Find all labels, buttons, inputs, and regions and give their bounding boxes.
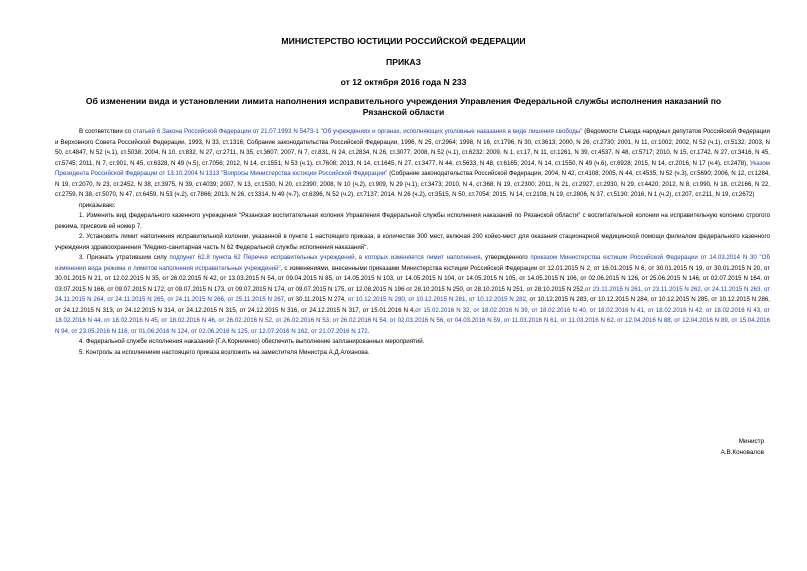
amendments-link-1[interactable]: от 23.11.2015 N 261, от 23.11.2015 N 262, от 24.11.2015 N 263, от 24.11.2015 N 264, от 24.11.2015 N 265, от 24.11.2015 N 266, от 25.11.2015 N 267 xyxy=(55,285,770,303)
document-body xyxy=(55,127,770,358)
amendments-link-3[interactable]: от 15.02.2016 N 32, от 18.02.2016 N 39, от 18.02.2016 N 40, от 18.02.2016 N 41, от 18.02.2016 N 42, от 18.02.2016 N 43, от 18.02.2016 N 44, от 18.02.2016 N 45, от 18.02.2016 N 46, от 26.02.2016 N 52, от 26.02.2016 N 53, от 26.02.2016 N 54, от 02.03.2016 N 56, от 04.03.2016 N 59, от 11.03.2016 N 61, от 11.03.2016 N 62, от 12.04.2016 N 88, от 12.04.2016 N 89, от 15.04.2016 N 94, от 23.05.2016 N 116, от 01.06.2016 N 124, от 02.06.2016 N 125, от 12.07.2016 N 162, от 21.07.2016 N 172 xyxy=(55,306,770,335)
item-2: 2. Установить лимит наполнения исправительной колонии, указанной в пункте 1 настоящего приказа, в количестве 300 мест, включая 200 койко-мест для оказания стационарной медицинской помощи филиалом федерального казенного учреждения здравоохранения "Медико-санитарная часть N 62 Федеральной службы исполнения наказаний". xyxy=(55,233,770,251)
signature-name: А.В.Коновалов xyxy=(720,448,764,456)
signature-block xyxy=(721,437,764,458)
item-3-text-f: . xyxy=(367,327,370,335)
law-link[interactable]: статьей 6 Закона Российской Федерации от 21.07.1993 N 5473-1 "Об учреждениях и органах, исполняющих уголовные наказания в виде лишения свободы" xyxy=(133,128,583,135)
doc-type-heading: ПРИКАЗ xyxy=(386,57,421,67)
decree-link[interactable]: Указом Президента Российской Федерации от 13.10.2004 N 1313 "Вопросы Министерства юстиции Российской Федерации" xyxy=(55,159,770,177)
date-number-heading: от 12 октября 2016 года N 233 xyxy=(340,77,467,87)
preamble-paragraph xyxy=(55,127,770,201)
amendments-link-2[interactable]: от 10.12.2015 N 280, от 10.12.2015 N 281, от 10.12.2015 N 282 xyxy=(347,296,526,303)
preamble-text-3: (Собрание законодательства Российской Федерации, 2004, N 42, ст.4108; 2005, N 44, ст.4535, N 52 (ч.3), ст.5690; 2006, N 12, ст.1284, N 19, ст.2070, N 23, ст.2452, N 38, ст.3975, N 39, ст.4039; 2007, N 13, ст.1530, N 20, ст.2390; 2008, N 10 (ч.2), ст.909, N 29 (ч.1), ст.3473; 2010, N 4, ст.368, N 19, ст.2300; 2011, N 21, ст.2927, ст.2930, N 29, ст.4420; 2012, N 8, ст.990, N 18, ст.2166, N 22, ст.2759, N 38, ст.5070, N 47, ст.6459, N 53 (ч.2), ст.7866; 2013, N 26, ст.3314, N 49 (ч.7), ст.6396, N 52 (ч.2), ст.7137; 2014, N 26 (ч.2), ст.3515, N 50, ст.7054; 2015, N 14, ст.2108, N 19, ст.2806, N 37, ст.5130; 2016, N 1 (ч.2), ст.207, ст.211, N 19, ст.2672) xyxy=(55,170,771,198)
preamble-text-1: В соответствии со xyxy=(79,128,134,135)
orders-text: приказываю: xyxy=(79,201,116,209)
item-3 xyxy=(55,253,770,337)
order-link[interactable]: приказом Министерства юстиции Российской Федерации от 14.03.2014 N 30 "Об изменении вида режима и лимитов наполнения исправительных учреждений" xyxy=(55,254,770,272)
ministry-heading: МИНИСТЕРСТВО ЮСТИЦИИ РОССИЙСКОЙ ФЕДЕРАЦИИ xyxy=(281,36,526,46)
item-3-text-b: , утвержденного xyxy=(480,254,531,261)
item-5: 5. Контроль за исполнением настоящего приказа возложить на заместителя Министра А.Д.Алханова. xyxy=(79,348,370,356)
item-4: 4. Федеральной службе исполнения наказаний (Г.А.Корниенко) обеспечить выполнение запланированных мероприятий. xyxy=(79,338,425,345)
subpoint-link[interactable]: подпункт 62.8 пункта 62 Перечня исправительных учреждений, в которых изменяется лимит наполнения xyxy=(169,254,481,261)
document-title: Об изменении вида и установлении лимита наполнения исправительного учреждения Управления Федеральной службы исполнения наказаний по Рязанской области xyxy=(85,96,722,117)
item-3-text-e: , от 10.12.2015 N 283, от 10.12.2015 N 284, от 10.12.2015 N 285, от 10.12.2015 N 286, от 24.12.2015 N 313, от 24.12.2015 N 314, от 24.12.2015 N 315, от 24.12.2015 N 316, от 24.12.2015 N 317, от 15.01.2016 N 4, xyxy=(55,296,771,314)
item-1: 1. Изменить вид федерального казенного учреждения "Рязанская воспитательная колония Управления Федеральной службы исполнения наказаний по Рязанской области" с воспитательной колонии на исправительную колонию строгого режима, присвоив ей номер 7. xyxy=(55,212,770,230)
item-3-text-c: , с изменениями, внесенными приказами Министерства юстиции Российской Федерации от 12.01.2015 N 2, от 16.01.2015 N 6, от 30.01.2015 N 19, от 30.01.2015 N 20, от 30.01.2015 N 21, от 12.02.2015 N 35, от 26.02.2015 N 42, от 13.03.2015 N 54, от 09.04.2015 N 85, от 14.05.2015 N 103, от 14.05.2015 N 104, от 14.05.2015 N 105, от 14.05.2015 N 106, от 02.06.2015 N 126, от 25.06.2015 N 146, от 02.07.2015 N 164, от 03.07.2015 N 166, от 09.07.2015 N 172, от 09.07.2015 N 173, от 09.07.2015 N 174, от 09.07.2015 N 175, от 12.08.2015 N 196 от 28.10.2015 N 250, от 28.10.2015 N 251, от 28.10.2015 N 252, xyxy=(55,264,771,293)
signature-role: Министр xyxy=(738,438,764,445)
item-3-text-a: 3. Признать утратившим силу xyxy=(79,254,170,261)
item-3-text-d: , от 30.11.2015 N 274, xyxy=(284,296,348,303)
preamble-text-2: (Ведомости Съезда народных депутатов Российской Федерации и Верховного Совета Российской Федерации, 1993, N 33, ст.1316; Собрание законодательства Российской Федерации, 1996, N 25, ст.2964; 1998, N 16, ст.1796, N 30, ст.3613; 2000, N 26, ст.2730; 2001, N 11, ст.1002; 2002, N 52 (ч.1), ст.5132; 2003, N 50, ст.4847, N 52 (ч.1), ст.5038; 2004, N 10, ст.832, N 27, ст.2711, N 35, ст.3607; 2007, N 7, ст.831, N 24, ст.2834, N 26, ст.3077; 2008, N 52 (ч.1), ст.6232; 2009, N 1, ст.17, N 11, ст.1261, N 39, ст.4537, N 48, ст.5717; 2010, N 15, ст.1742, N 27, ст.3416, N 45, ст.5745; 2011, N 7, ст.901, N 45, ст.6328, N 49 (ч.5), ст.7056; 2012, N 14, ст.1551, N 53 (ч.1), ст.7608; 2013, N 14, ст.1645, N 27, ст.3477, N 44, ст.5633, N 48, ст.6165; 2014, N 14, ст.1550, N 49 (ч.6), ст.6928; 2015, N 14, ст.2016, N 17 (ч.4), ст.2478), xyxy=(55,128,770,167)
